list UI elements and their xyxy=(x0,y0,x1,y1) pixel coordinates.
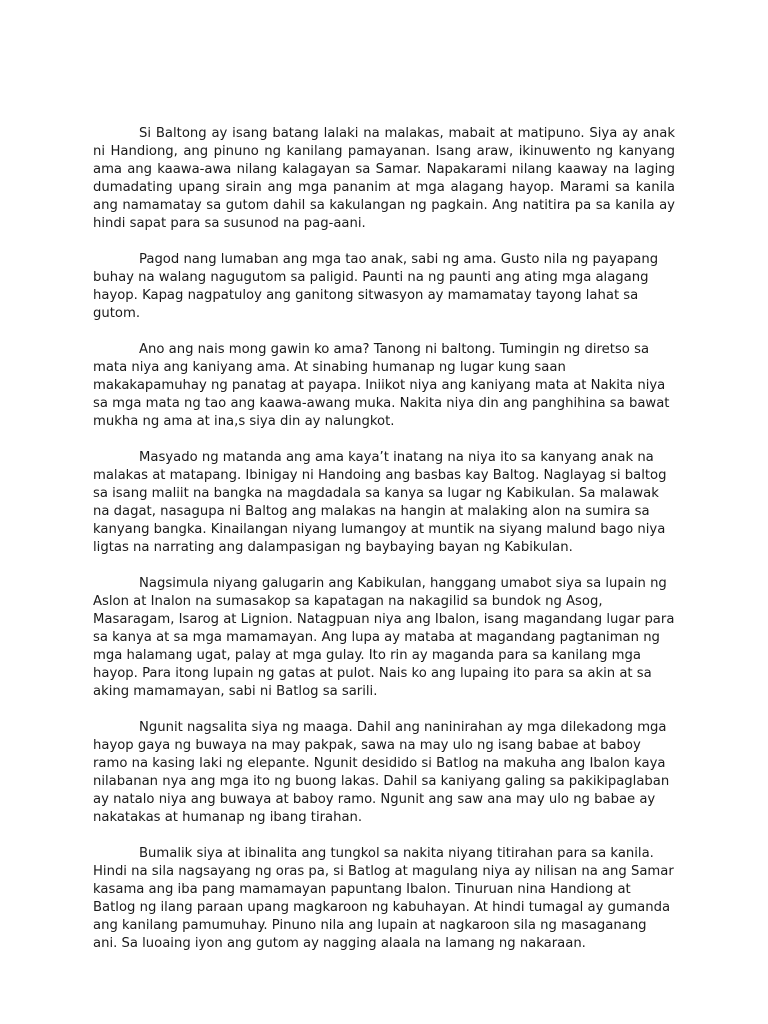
paragraph-5: Nagsimula niyang galugarin ang Kabikulan, hanggang umabot siya sa lupain ng Aslon at Inalon na sumasakop sa kapatagan na nakagilid sa bundok ng Asog, Masaragam, Isarog at Lignion. Natagpuan niya ang Ibalon, isang magandang lugar para sa kanya at sa mga mamamayan. Ang lupa ay mataba at magandang pagtaniman ng mga halamang ugat, palay at mga gulay. Ito rin ay maganda para sa kanilang mga hayop. Para itong lupain ng gatas at pulot. Nais ko ang lupaing ito para sa akin at sa aking mamamayan, sabi ni Batlog sa sarili. xyxy=(93,576,675,699)
paragraph-6: Ngunit nagsalita siya ng maaga. Dahil ang naninirahan ay mga dilekadong mga hayop gaya ng buwaya na may pakpak, sawa na may ulo ng isang babae at baboy ramo na kasing laki ng elepante. Ngunit desidido si Batlog na makuha ang Ibalon kaya nilabanan nya ang mga ito ng buong lakas. Dahil sa kaniyang galing sa pakikipaglaban ay natalo niya ang buwaya at baboy ramo. Ngunit ang saw ana may ulo ng babae ay nakatakas at humanap ng ibang tirahan. xyxy=(93,720,670,825)
paragraph-2: Pagod nang lumaban ang mga tao anak, sabi ng ama. Gusto nila ng payapang buhay na walang nagugutom sa paligid. Paunti na ng paunti ang ating mga alagang hayop. Kapag nagpatuloy ang ganitong sitwasyon ay mamamatay tayong lahat sa gutom. xyxy=(93,252,659,321)
paragraph-3: Ano ang nais mong gawin ko ama? Tanong ni baltong. Tumingin ng diretso sa mata niya ang kaniyang ama. At sinabing humanap ng lugar kung saan makakapamuhay ng panatag at payapa. Iniikot niya ang kaniyang mata at Nakita niya sa mga mata ng tao ang kaawa-awang muka. Nakita niya din ang panghihina sa bawat mukha ng ama at ina,s siya din ay nalungkot. xyxy=(93,342,670,429)
paragraph-4: Masyado ng matanda ang ama kaya’t inatang na niya ito sa kanyang anak na malakas at matapang. Ibinigay ni Handoing ang basbas kay Baltog. Naglayag si baltog sa isang maliit na bangka na magdadala sa kanya sa lugar ng Kabikulan. Sa malawak na dagat, nasagupa ni Baltog ang malakas na hangin at malaking alon na sumira sa kanyang bangka. Kinailangan niyang lumangoy at muntik na siyang malund bago niya ligtas na narrating ang dalampasigan ng baybaying bayan ng Kabikulan. xyxy=(93,450,667,555)
paragraph-7: Bumalik siya at ibinalita ang tungkol sa nakita niyang titirahan para sa kanila. Hindi na sila nagsayang ng oras pa, si Batlog at magulang niya ay nilisan na ang Samar kasama ang iba pang mamamayan papuntang Ibalon. Tinuruan nina Handiong at Batlog ng ilang paraan upang magkaroon ng kabuhayan. At hindi tumagal ay gumanda ang kanilang pamumuhay. Pinuno nila ang lupain at nagkaroon sila ng masaganang ani. Sa luoaing iyon ang gutom ay nagging alaala na lamang ng nakaraan. xyxy=(93,846,674,951)
paragraph-1: Si Baltong ay isang batang lalaki na malakas, mabait at matipuno. Siya ay anak ni Handiong, ang pinuno ng kanilang pamayanan. Isang araw, ikinuwento ng kanyang ama ang kaawa-awa nilang kalagayan sa Samar. Napakarami nilang kaaway na laging dumadating upang sirain ang mga pananim at mga alagang hayop. Marami sa kanila ang namamatay sa gutom dahil sa kakulangan ng pagkain. Ang natitira pa sa kanila ay hindi sapat para sa susunod na pag-aani. xyxy=(93,126,675,231)
document-page xyxy=(93,125,675,971)
